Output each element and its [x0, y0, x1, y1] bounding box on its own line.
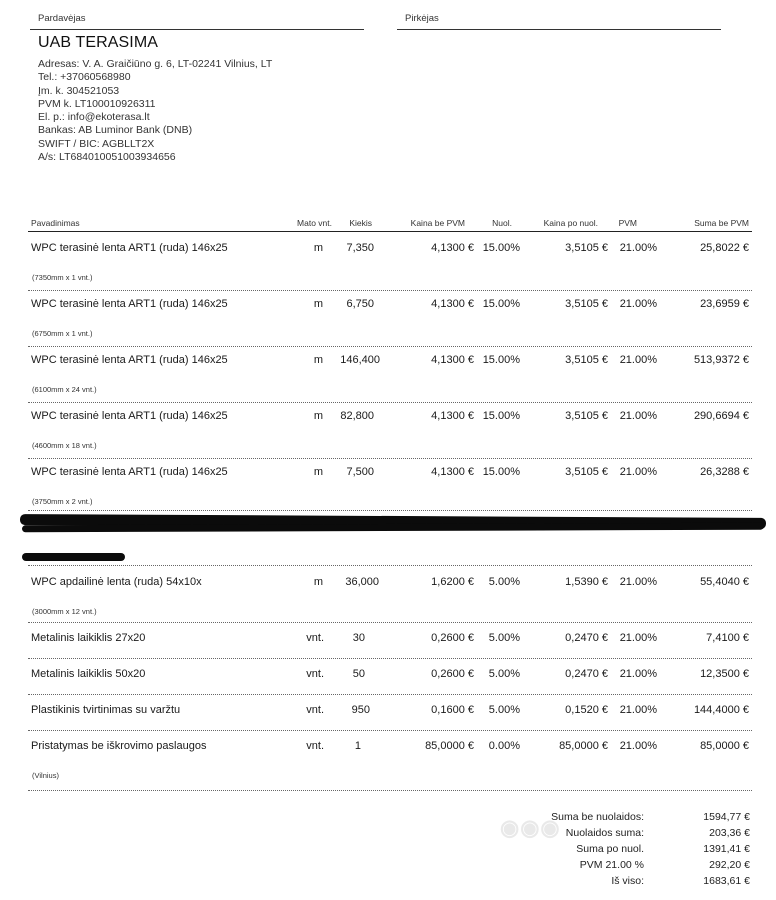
- item-note: (6750mm x 1 vnt.): [32, 329, 93, 338]
- item-sum: 513,9372 €: [693, 354, 749, 366]
- grand-total-value: 1683,61 €: [703, 875, 750, 887]
- item-sum: 25,8022 €: [700, 242, 749, 254]
- item-price: 0,2600 €: [431, 668, 474, 680]
- item-qty: 50: [352, 668, 365, 680]
- item-price-after: 3,5105 €: [565, 354, 608, 366]
- item-note: (3000mm x 12 vnt.): [32, 607, 97, 616]
- item-qty: 6,750: [346, 298, 374, 310]
- discount-total-value: 203,36 €: [709, 827, 750, 839]
- table-row: [0, 466, 776, 516]
- row-divider: [28, 458, 752, 459]
- item-vat: 21.00%: [619, 668, 657, 680]
- col-header-price-after: Kaina po nuol.: [543, 218, 598, 228]
- item-price-after: 0,2470 €: [565, 632, 608, 644]
- item-unit: m: [313, 576, 323, 588]
- item-price: 4,1300 €: [431, 410, 474, 422]
- col-header-name: Pavadinimas: [31, 218, 80, 228]
- item-price: 4,1300 €: [431, 298, 474, 310]
- table-row: [0, 576, 776, 626]
- item-name: Plastikinis tvirtinimas su varžtu: [31, 704, 181, 716]
- col-header-qty: Kiekis: [349, 218, 372, 228]
- buyer-rule: [397, 29, 721, 30]
- item-discount: 5.00%: [488, 704, 520, 716]
- item-unit: vnt.: [306, 668, 324, 680]
- item-price: 4,1300 €: [431, 466, 474, 478]
- item-vat: 21.00%: [619, 576, 657, 588]
- item-note: (6100mm x 24 vnt.): [32, 385, 97, 394]
- item-sum: 23,6959 €: [700, 298, 749, 310]
- item-sum: 12,3500 €: [700, 668, 749, 680]
- seller-label: Pardavėjas: [38, 13, 86, 24]
- item-price: 0,2600 €: [431, 632, 474, 644]
- item-price-after: 0,1520 €: [565, 704, 608, 716]
- header-rule: [28, 231, 752, 232]
- after-discount-value: 1391,41 €: [703, 843, 750, 855]
- item-price-after: 3,5105 €: [565, 410, 608, 422]
- item-price-after: 85,0000 €: [559, 740, 608, 752]
- item-qty: 30: [352, 632, 365, 644]
- item-unit: m: [313, 242, 323, 254]
- item-unit: m: [313, 298, 323, 310]
- item-vat: 21.00%: [619, 740, 657, 752]
- seller-company-code: Įm. k. 304521053: [38, 84, 120, 97]
- row-divider: [28, 658, 752, 659]
- item-note: (Vilnius): [32, 771, 59, 780]
- item-unit: vnt.: [306, 740, 324, 752]
- row-divider: [28, 510, 752, 511]
- item-price-after: 3,5105 €: [565, 466, 608, 478]
- item-note: (7350mm x 1 vnt.): [32, 273, 93, 282]
- seller-details: [38, 58, 272, 164]
- item-discount: 15.00%: [482, 466, 520, 478]
- seller-name: UAB TERASIMA: [38, 34, 159, 51]
- item-sum: 7,4100 €: [706, 632, 749, 644]
- item-qty: 82,800: [340, 410, 374, 422]
- item-discount: 5.00%: [488, 632, 520, 644]
- row-divider: [28, 730, 752, 731]
- subtotal-value: 1594,77 €: [703, 811, 750, 823]
- item-note: (4600mm x 18 vnt.): [32, 441, 97, 450]
- seller-swift: SWIFT / BIC: AGBLLT2X: [38, 137, 155, 150]
- item-unit: vnt.: [306, 632, 324, 644]
- row-divider: [28, 565, 752, 566]
- item-discount: 15.00%: [482, 242, 520, 254]
- after-discount-label: Suma po nuol.: [576, 843, 644, 855]
- item-sum: 26,3288 €: [700, 466, 749, 478]
- row-divider: [28, 622, 752, 623]
- seller-phone: Tel.: +37060568980: [38, 71, 131, 84]
- item-discount: 0.00%: [488, 740, 520, 752]
- col-header-discount: Nuol.: [492, 218, 512, 228]
- item-qty: 1: [354, 740, 361, 752]
- item-discount: 5.00%: [488, 668, 520, 680]
- row-divider: [28, 402, 752, 403]
- col-header-sum: Suma be PVM: [694, 218, 749, 228]
- subtotal-label: Suma be nuolaidos:: [551, 811, 644, 823]
- row-divider: [28, 790, 752, 791]
- item-price-after: 0,2470 €: [565, 668, 608, 680]
- item-discount: 15.00%: [482, 298, 520, 310]
- item-name: WPC apdailinė lenta (ruda) 54x10x: [31, 576, 202, 588]
- item-name: WPC terasinė lenta ART1 (ruda) 146x25: [31, 242, 228, 254]
- table-row: [0, 740, 776, 790]
- item-price-after: 3,5105 €: [565, 298, 608, 310]
- item-qty: 146,400: [340, 354, 380, 366]
- discount-total-label: Nuolaidos suma:: [565, 827, 644, 839]
- item-discount: 15.00%: [482, 354, 520, 366]
- item-price: 0,1600 €: [431, 704, 474, 716]
- item-discount: 5.00%: [488, 576, 520, 588]
- item-vat: 21.00%: [619, 466, 657, 478]
- table-row: [0, 410, 776, 460]
- row-divider: [28, 290, 752, 291]
- seller-address: Adresas: V. A. Graičiūno g. 6, LT-02241 Vilnius, LT: [38, 58, 273, 70]
- table-row: [0, 298, 776, 348]
- item-qty: 950: [351, 704, 370, 716]
- seller-account: A/s: LT684010051003934656: [38, 151, 176, 164]
- redaction-bar: [22, 553, 125, 561]
- item-discount: 15.00%: [482, 410, 520, 422]
- item-unit: m: [313, 354, 323, 366]
- item-vat: 21.00%: [619, 242, 657, 254]
- item-name: WPC terasinė lenta ART1 (ruda) 146x25: [31, 298, 228, 310]
- col-header-unit: Mato vnt.: [297, 218, 332, 228]
- seller-vat-code: PVM k. LT100010926311: [38, 97, 156, 110]
- item-vat: 21.00%: [619, 704, 657, 716]
- item-qty: 7,500: [346, 466, 374, 478]
- item-sum: 85,0000 €: [700, 740, 749, 752]
- item-unit: m: [313, 410, 323, 422]
- table-row: [0, 354, 776, 404]
- vat-total-label: PVM 21.00 %: [579, 859, 644, 871]
- item-vat: 21.00%: [619, 298, 657, 310]
- row-divider: [28, 346, 752, 347]
- item-qty: 7,350: [346, 242, 374, 254]
- item-vat: 21.00%: [619, 410, 657, 422]
- item-name: WPC terasinė lenta ART1 (ruda) 146x25: [31, 410, 228, 422]
- item-unit: m: [313, 466, 323, 478]
- item-price-after: 3,5105 €: [565, 242, 608, 254]
- item-sum: 144,4000 €: [693, 704, 749, 716]
- item-name: WPC terasinė lenta ART1 (ruda) 146x25: [31, 466, 228, 478]
- item-note: (3750mm x 2 vnt.): [32, 497, 93, 506]
- item-price: 85,0000 €: [425, 740, 474, 752]
- item-name: Pristatymas be iškrovimo paslaugos: [31, 740, 207, 752]
- grand-total-label: Iš viso:: [611, 875, 644, 887]
- item-qty: 36,000: [345, 576, 379, 588]
- item-name: WPC terasinė lenta ART1 (ruda) 146x25: [31, 354, 228, 366]
- watermark: ◉◉◉: [500, 815, 561, 840]
- col-header-price: Kaina be PVM: [410, 218, 465, 228]
- item-sum: 290,6694 €: [693, 410, 749, 422]
- item-name: Metalinis laikiklis 27x20: [31, 632, 146, 644]
- item-name: Metalinis laikiklis 50x20: [31, 668, 146, 680]
- item-vat: 21.00%: [619, 354, 657, 366]
- item-price: 4,1300 €: [431, 242, 474, 254]
- vat-total-value: 292,20 €: [709, 859, 750, 871]
- seller-email: El. p.: info@ekoterasa.lt: [38, 111, 150, 124]
- item-sum: 55,4040 €: [700, 576, 749, 588]
- item-vat: 21.00%: [619, 632, 657, 644]
- item-price: 1,6200 €: [431, 576, 474, 588]
- buyer-label: Pirkėjas: [405, 13, 439, 24]
- item-price: 4,1300 €: [431, 354, 474, 366]
- redaction-bar: [22, 523, 764, 533]
- seller-bank: Bankas: AB Luminor Bank (DNB): [38, 124, 193, 137]
- row-divider: [28, 694, 752, 695]
- table-row: [0, 242, 776, 292]
- item-price-after: 1,5390 €: [565, 576, 608, 588]
- seller-rule: [30, 29, 364, 30]
- col-header-vat: PVM: [618, 218, 637, 228]
- item-unit: vnt.: [306, 704, 324, 716]
